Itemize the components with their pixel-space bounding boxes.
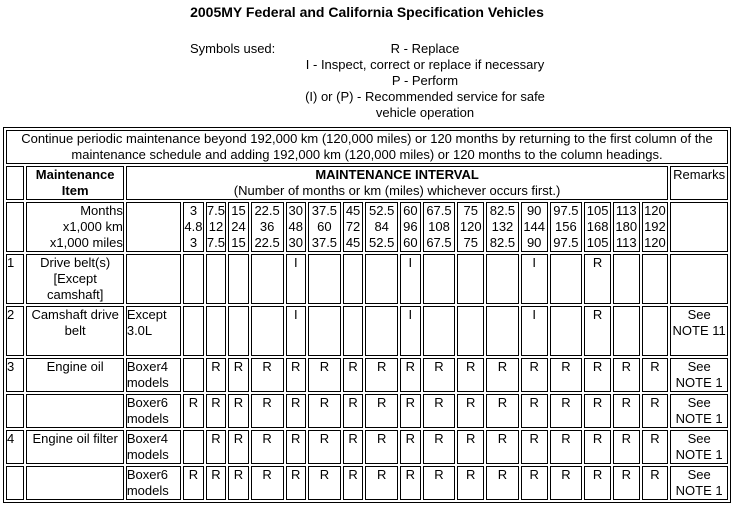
schedule-cell: [423, 254, 456, 304]
interval-value: 105: [586, 203, 609, 218]
schedule-cell: R: [457, 394, 484, 428]
schedule-cell: [642, 306, 669, 356]
item-variant: Except 3.0L: [126, 306, 181, 356]
interval-column-header: [457, 202, 484, 252]
schedule-cell: [206, 254, 227, 304]
schedule-cell: R: [206, 394, 227, 428]
maintenance-item-header: Maintenance Item: [26, 166, 123, 200]
unit-labels: [26, 202, 123, 252]
schedule-cell: R: [308, 430, 341, 464]
item-variant: Boxer6 models: [126, 466, 181, 500]
schedule-cell: R: [206, 466, 227, 500]
schedule-cell: R: [584, 430, 611, 464]
remarks-cell: See NOTE 1: [670, 430, 728, 464]
schedule-cell: R: [251, 394, 284, 428]
schedule-cell: [457, 254, 484, 304]
interval-value: 15: [231, 235, 246, 250]
remarks-cell: See NOTE 11: [670, 306, 728, 356]
interval-value: 3: [189, 203, 198, 218]
schedule-cell: R: [423, 394, 456, 428]
schedule-cell: R: [228, 394, 249, 428]
schedule-cell: [228, 306, 249, 356]
interval-value: 60: [403, 203, 418, 218]
remarks-cell: See NOTE 1: [670, 358, 728, 392]
item-variant: Boxer4 models: [126, 430, 181, 464]
interval-value: 3: [189, 235, 198, 250]
schedule-cell: R: [228, 466, 249, 500]
schedule-cell: [343, 306, 364, 356]
schedule-cell: R: [584, 306, 611, 356]
schedule-cell: R: [251, 358, 284, 392]
interval-column-header: [423, 202, 456, 252]
interval-value: 108: [428, 219, 450, 234]
interval-value: 82.5: [489, 235, 516, 250]
intro-note: Continue periodic maintenance beyond 192,000 km (120,000 miles) or 120 months by returning to the first column of the maintenance schedule and adding 192,000 km (120,000 miles) or 120 months to the column headings.: [6, 130, 728, 164]
unit-label-km: x1,000 km: [62, 219, 123, 234]
schedule-cell: R: [365, 394, 398, 428]
schedule-cell: R: [486, 466, 519, 500]
row-number: [6, 394, 24, 428]
schedule-cell: I: [400, 306, 421, 356]
interval-value: 75: [463, 203, 478, 218]
schedule-cell: R: [457, 466, 484, 500]
row-number: 4: [6, 430, 24, 464]
blank-cell: [670, 202, 728, 252]
schedule-cell: R: [423, 358, 456, 392]
schedule-cell: R: [343, 358, 364, 392]
schedule-cell: R: [365, 430, 398, 464]
schedule-cell: R: [308, 394, 341, 428]
remarks-cell: See NOTE 1: [670, 394, 728, 428]
unit-label-miles: x1,000 miles: [49, 235, 123, 250]
schedule-cell: [613, 306, 640, 356]
schedule-cell: [343, 254, 364, 304]
schedule-cell: R: [251, 466, 284, 500]
schedule-cell: I: [521, 306, 548, 356]
item-variant: Boxer6 models: [126, 394, 181, 428]
schedule-cell: [183, 254, 204, 304]
row-number: [6, 466, 24, 500]
interval-value: 12: [208, 219, 224, 234]
schedule-cell: [308, 254, 341, 304]
schedule-cell: R: [550, 394, 583, 428]
table-row: [6, 430, 728, 464]
symbol-line: I - Inspect, correct or replace if necessary: [305, 57, 545, 72]
interval-column-header: [521, 202, 548, 252]
interval-value: 37.5: [311, 203, 338, 218]
schedule-cell: R: [457, 358, 484, 392]
header-row: [6, 166, 728, 200]
page-title: 2005MY Federal and California Specification Vehicles: [190, 4, 544, 20]
schedule-cell: R: [584, 358, 611, 392]
interval-value: 7.5: [206, 235, 225, 250]
schedule-cell: R: [308, 358, 341, 392]
schedule-cell: R: [584, 254, 611, 304]
interval-value: 22.5: [254, 203, 280, 218]
interval-column-header: [343, 202, 364, 252]
schedule-cell: R: [423, 466, 456, 500]
schedule-cell: [486, 306, 519, 356]
interval-column-header: [642, 202, 669, 252]
row-number: 2: [6, 306, 24, 356]
interval-column-header: [550, 202, 583, 252]
schedule-cell: R: [286, 358, 307, 392]
item-variant: [126, 254, 181, 304]
interval-column-header: [400, 202, 421, 252]
interval-column-header: [206, 202, 227, 252]
interval-header: [126, 166, 668, 200]
interval-value: 67.5: [426, 203, 452, 218]
schedule-cell: R: [343, 394, 364, 428]
schedule-cell: [183, 358, 204, 392]
maintenance-item: Engine oil: [26, 358, 123, 392]
schedule-cell: R: [584, 466, 611, 500]
interval-column-header: [584, 202, 611, 252]
blank-cell: [6, 166, 24, 200]
schedule-cell: [308, 306, 341, 356]
schedule-cell: R: [206, 430, 227, 464]
maintenance-item: Engine oil filter: [26, 430, 123, 464]
blank-cell: [6, 202, 24, 252]
schedule-cell: I: [400, 254, 421, 304]
interval-value: 60: [403, 235, 418, 250]
maintenance-item: [26, 394, 123, 428]
interval-value: 97.5: [553, 203, 579, 218]
schedule-cell: R: [228, 430, 249, 464]
schedule-cell: R: [365, 358, 398, 392]
interval-value: 144: [523, 219, 546, 234]
interval-value: 90: [526, 203, 542, 218]
interval-value: 96: [403, 219, 418, 234]
table-row: [6, 306, 728, 356]
interval-value: 120: [644, 235, 666, 250]
interval-value: 105: [586, 235, 609, 250]
interval-value: 72: [345, 219, 361, 234]
interval-value: 84: [374, 219, 389, 234]
interval-column-header: [183, 202, 204, 252]
symbol-line: (I) or (P) - Recommended service for safe: [305, 89, 545, 104]
interval-value: 30: [288, 203, 303, 218]
interval-value: 22.5: [254, 235, 280, 250]
schedule-cell: R: [343, 466, 364, 500]
schedule-cell: R: [613, 358, 640, 392]
interval-value: 97.5: [553, 235, 579, 250]
interval-column-header: [308, 202, 341, 252]
interval-value: 120: [459, 219, 482, 234]
interval-value: 48: [288, 219, 303, 234]
schedule-cell: R: [521, 430, 548, 464]
schedule-cell: R: [423, 430, 456, 464]
maintenance-item: Drive belt(s) [Except camshaft]: [26, 254, 123, 304]
schedule-cell: R: [343, 430, 364, 464]
interval-column-header: [228, 202, 249, 252]
schedule-cell: [228, 254, 249, 304]
row-number: 1: [6, 254, 24, 304]
symbol-line: R - Replace: [390, 41, 460, 56]
schedule-cell: R: [183, 466, 204, 500]
blank-cell: [126, 202, 181, 252]
schedule-cell: [550, 306, 583, 356]
row-number: 3: [6, 358, 24, 392]
item-variant: Boxer4 models: [126, 358, 181, 392]
schedule-cell: R: [400, 394, 421, 428]
interval-value: 180: [615, 219, 638, 234]
unit-label-months: Months: [80, 203, 123, 218]
schedule-cell: R: [550, 466, 583, 500]
schedule-cell: R: [486, 394, 519, 428]
schedule-cell: R: [642, 358, 669, 392]
schedule-cell: R: [228, 358, 249, 392]
interval-value: 36: [259, 219, 275, 234]
interval-value: 67.5: [426, 235, 452, 250]
schedule-cell: [206, 306, 227, 356]
remarks-cell: [670, 254, 728, 304]
schedule-cell: R: [457, 430, 484, 464]
schedule-body: [6, 130, 728, 500]
table-row: [6, 254, 728, 304]
schedule-cell: [486, 254, 519, 304]
symbol-line: P - Perform: [391, 73, 459, 88]
schedule-cell: R: [550, 358, 583, 392]
interval-value: 30: [288, 235, 303, 250]
schedule-cell: R: [642, 394, 669, 428]
interval-value: 60: [317, 219, 332, 234]
schedule-cell: R: [400, 466, 421, 500]
interval-value: 113: [615, 203, 637, 218]
interval-value: 113: [615, 235, 637, 250]
schedule-cell: I: [286, 254, 307, 304]
schedule-cell: R: [183, 394, 204, 428]
units-row: [6, 202, 728, 252]
schedule-cell: [183, 430, 204, 464]
schedule-cell: I: [286, 306, 307, 356]
maintenance-schedule-table: [3, 127, 731, 503]
interval-column-header: [486, 202, 519, 252]
schedule-cell: R: [286, 394, 307, 428]
interval-value: 90: [526, 235, 542, 250]
schedule-cell: R: [365, 466, 398, 500]
table-row: [6, 466, 728, 500]
remarks-header: Remarks: [670, 166, 728, 200]
interval-value: 156: [555, 219, 577, 234]
table-row: [6, 358, 728, 392]
schedule-cell: R: [642, 430, 669, 464]
schedule-cell: R: [584, 394, 611, 428]
schedule-cell: R: [550, 430, 583, 464]
interval-value: 45: [345, 203, 361, 218]
schedule-cell: R: [286, 466, 307, 500]
schedule-cell: R: [642, 466, 669, 500]
interval-title: MAINTENANCE INTERVAL: [315, 167, 479, 182]
schedule-cell: [457, 306, 484, 356]
interval-column-header: [613, 202, 640, 252]
schedule-cell: R: [286, 430, 307, 464]
interval-value: 45: [345, 235, 361, 250]
interval-value: 4.8: [184, 219, 203, 234]
intro-row: [6, 130, 728, 164]
interval-value: 168: [586, 219, 609, 234]
schedule-cell: R: [400, 430, 421, 464]
schedule-cell: I: [521, 254, 548, 304]
interval-value: 75: [463, 235, 478, 250]
interval-value: 192: [644, 219, 666, 234]
schedule-cell: R: [613, 394, 640, 428]
maintenance-item: Camshaft drive belt: [26, 306, 123, 356]
interval-value: 37.5: [311, 235, 338, 250]
schedule-cell: [183, 306, 204, 356]
schedule-cell: R: [521, 466, 548, 500]
schedule-cell: R: [206, 358, 227, 392]
schedule-cell: R: [308, 466, 341, 500]
schedule-cell: [365, 254, 398, 304]
interval-value: 24: [231, 219, 246, 234]
schedule-cell: R: [486, 430, 519, 464]
schedule-cell: [550, 254, 583, 304]
schedule-cell: [251, 254, 284, 304]
interval-value: 52.5: [369, 235, 395, 250]
schedule-cell: R: [251, 430, 284, 464]
interval-value: 15: [231, 203, 246, 218]
maintenance-item: [26, 466, 123, 500]
schedule-cell: R: [400, 358, 421, 392]
interval-column-header: [286, 202, 307, 252]
interval-subtitle: (Number of months or km (miles) whichever occurs first.): [233, 183, 561, 198]
table-row: [6, 394, 728, 428]
symbols-label: Symbols used:: [190, 41, 276, 56]
schedule-cell: [251, 306, 284, 356]
schedule-cell: [423, 306, 456, 356]
schedule-cell: [613, 254, 640, 304]
interval-column-header: [251, 202, 284, 252]
schedule-cell: R: [613, 430, 640, 464]
schedule-cell: R: [521, 358, 548, 392]
schedule-cell: R: [521, 394, 548, 428]
interval-value: 52.5: [369, 203, 395, 218]
remarks-cell: See NOTE 1: [670, 466, 728, 500]
schedule-cell: [365, 306, 398, 356]
interval-value: 132: [491, 219, 514, 234]
interval-value: 7.5: [206, 203, 225, 218]
schedule-cell: R: [486, 358, 519, 392]
schedule-cell: [642, 254, 669, 304]
interval-column-header: [365, 202, 398, 252]
schedule-cell: R: [613, 466, 640, 500]
interval-value: 120: [644, 203, 666, 218]
symbol-line: vehicle operation: [375, 105, 475, 120]
symbols-legend: [280, 41, 570, 121]
interval-value: 82.5: [489, 203, 516, 218]
